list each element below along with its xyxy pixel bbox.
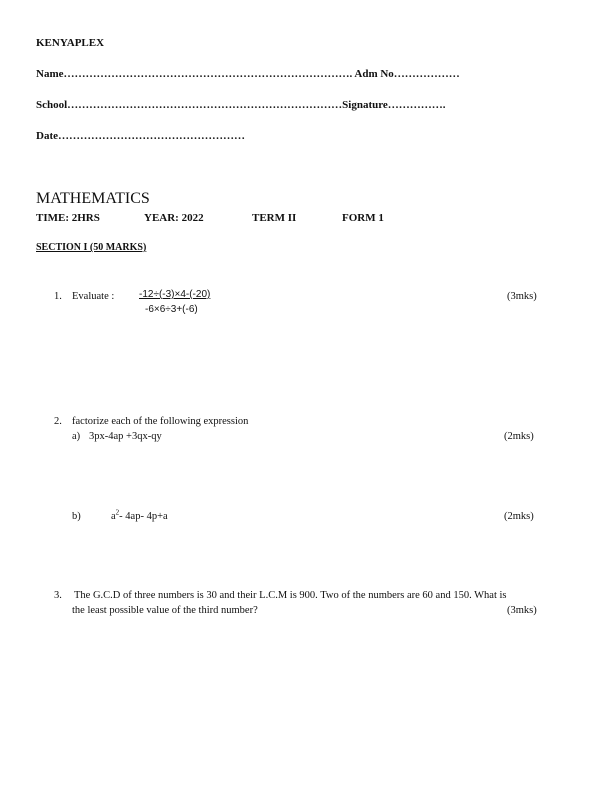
question-number: 3.: [54, 590, 62, 601]
section-heading: SECTION I (50 MARKS): [36, 242, 147, 253]
school-signature-field[interactable]: School…………………………………………………………………Signature…………….: [36, 99, 446, 111]
fraction-denominator: -6×6÷3+(-6): [145, 304, 198, 315]
exam-term: TERM II: [252, 212, 297, 224]
exam-form: FORM 1: [342, 212, 384, 224]
part-b-expression: [111, 508, 168, 522]
part-b-label: b): [72, 511, 81, 522]
question-text-line2: the least possible value of the third number?: [72, 605, 258, 616]
question-number: 2.: [54, 416, 62, 427]
expr-base: a: [111, 511, 116, 522]
question-number: 1.: [54, 291, 62, 302]
question-text-line1: The G.C.D of three numbers is 30 and their L.C.M is 900. Two of the numbers are 60 and 150. What is: [74, 590, 507, 601]
fraction-numerator: -12÷(-3)×4-(-20): [139, 289, 211, 300]
part-a-label: a): [72, 431, 81, 442]
expr-exponent: 2: [115, 508, 120, 517]
subject-title: MATHEMATICS: [36, 190, 150, 207]
exam-year: YEAR: 2022: [144, 212, 204, 224]
marks-label: (3mks): [507, 605, 537, 616]
marks-label: (2mks): [504, 511, 534, 522]
brand-name: KENYAPLEX: [36, 37, 105, 49]
exam-time: TIME: 2HRS: [36, 212, 100, 224]
question-text: factorize each of the following expression: [72, 416, 249, 427]
marks-label: (2mks): [504, 431, 534, 442]
question-text: Evaluate :: [72, 291, 115, 302]
expr-rest: - 4ap- 4p+a: [119, 511, 168, 522]
marks-label: (3mks): [507, 291, 537, 302]
part-a-expression: 3px-4ap +3qx-qy: [89, 431, 162, 442]
name-adm-field[interactable]: Name……………………………………………………………………. Adm No………………: [36, 68, 460, 80]
date-field[interactable]: Date……………………………………………: [36, 130, 245, 142]
